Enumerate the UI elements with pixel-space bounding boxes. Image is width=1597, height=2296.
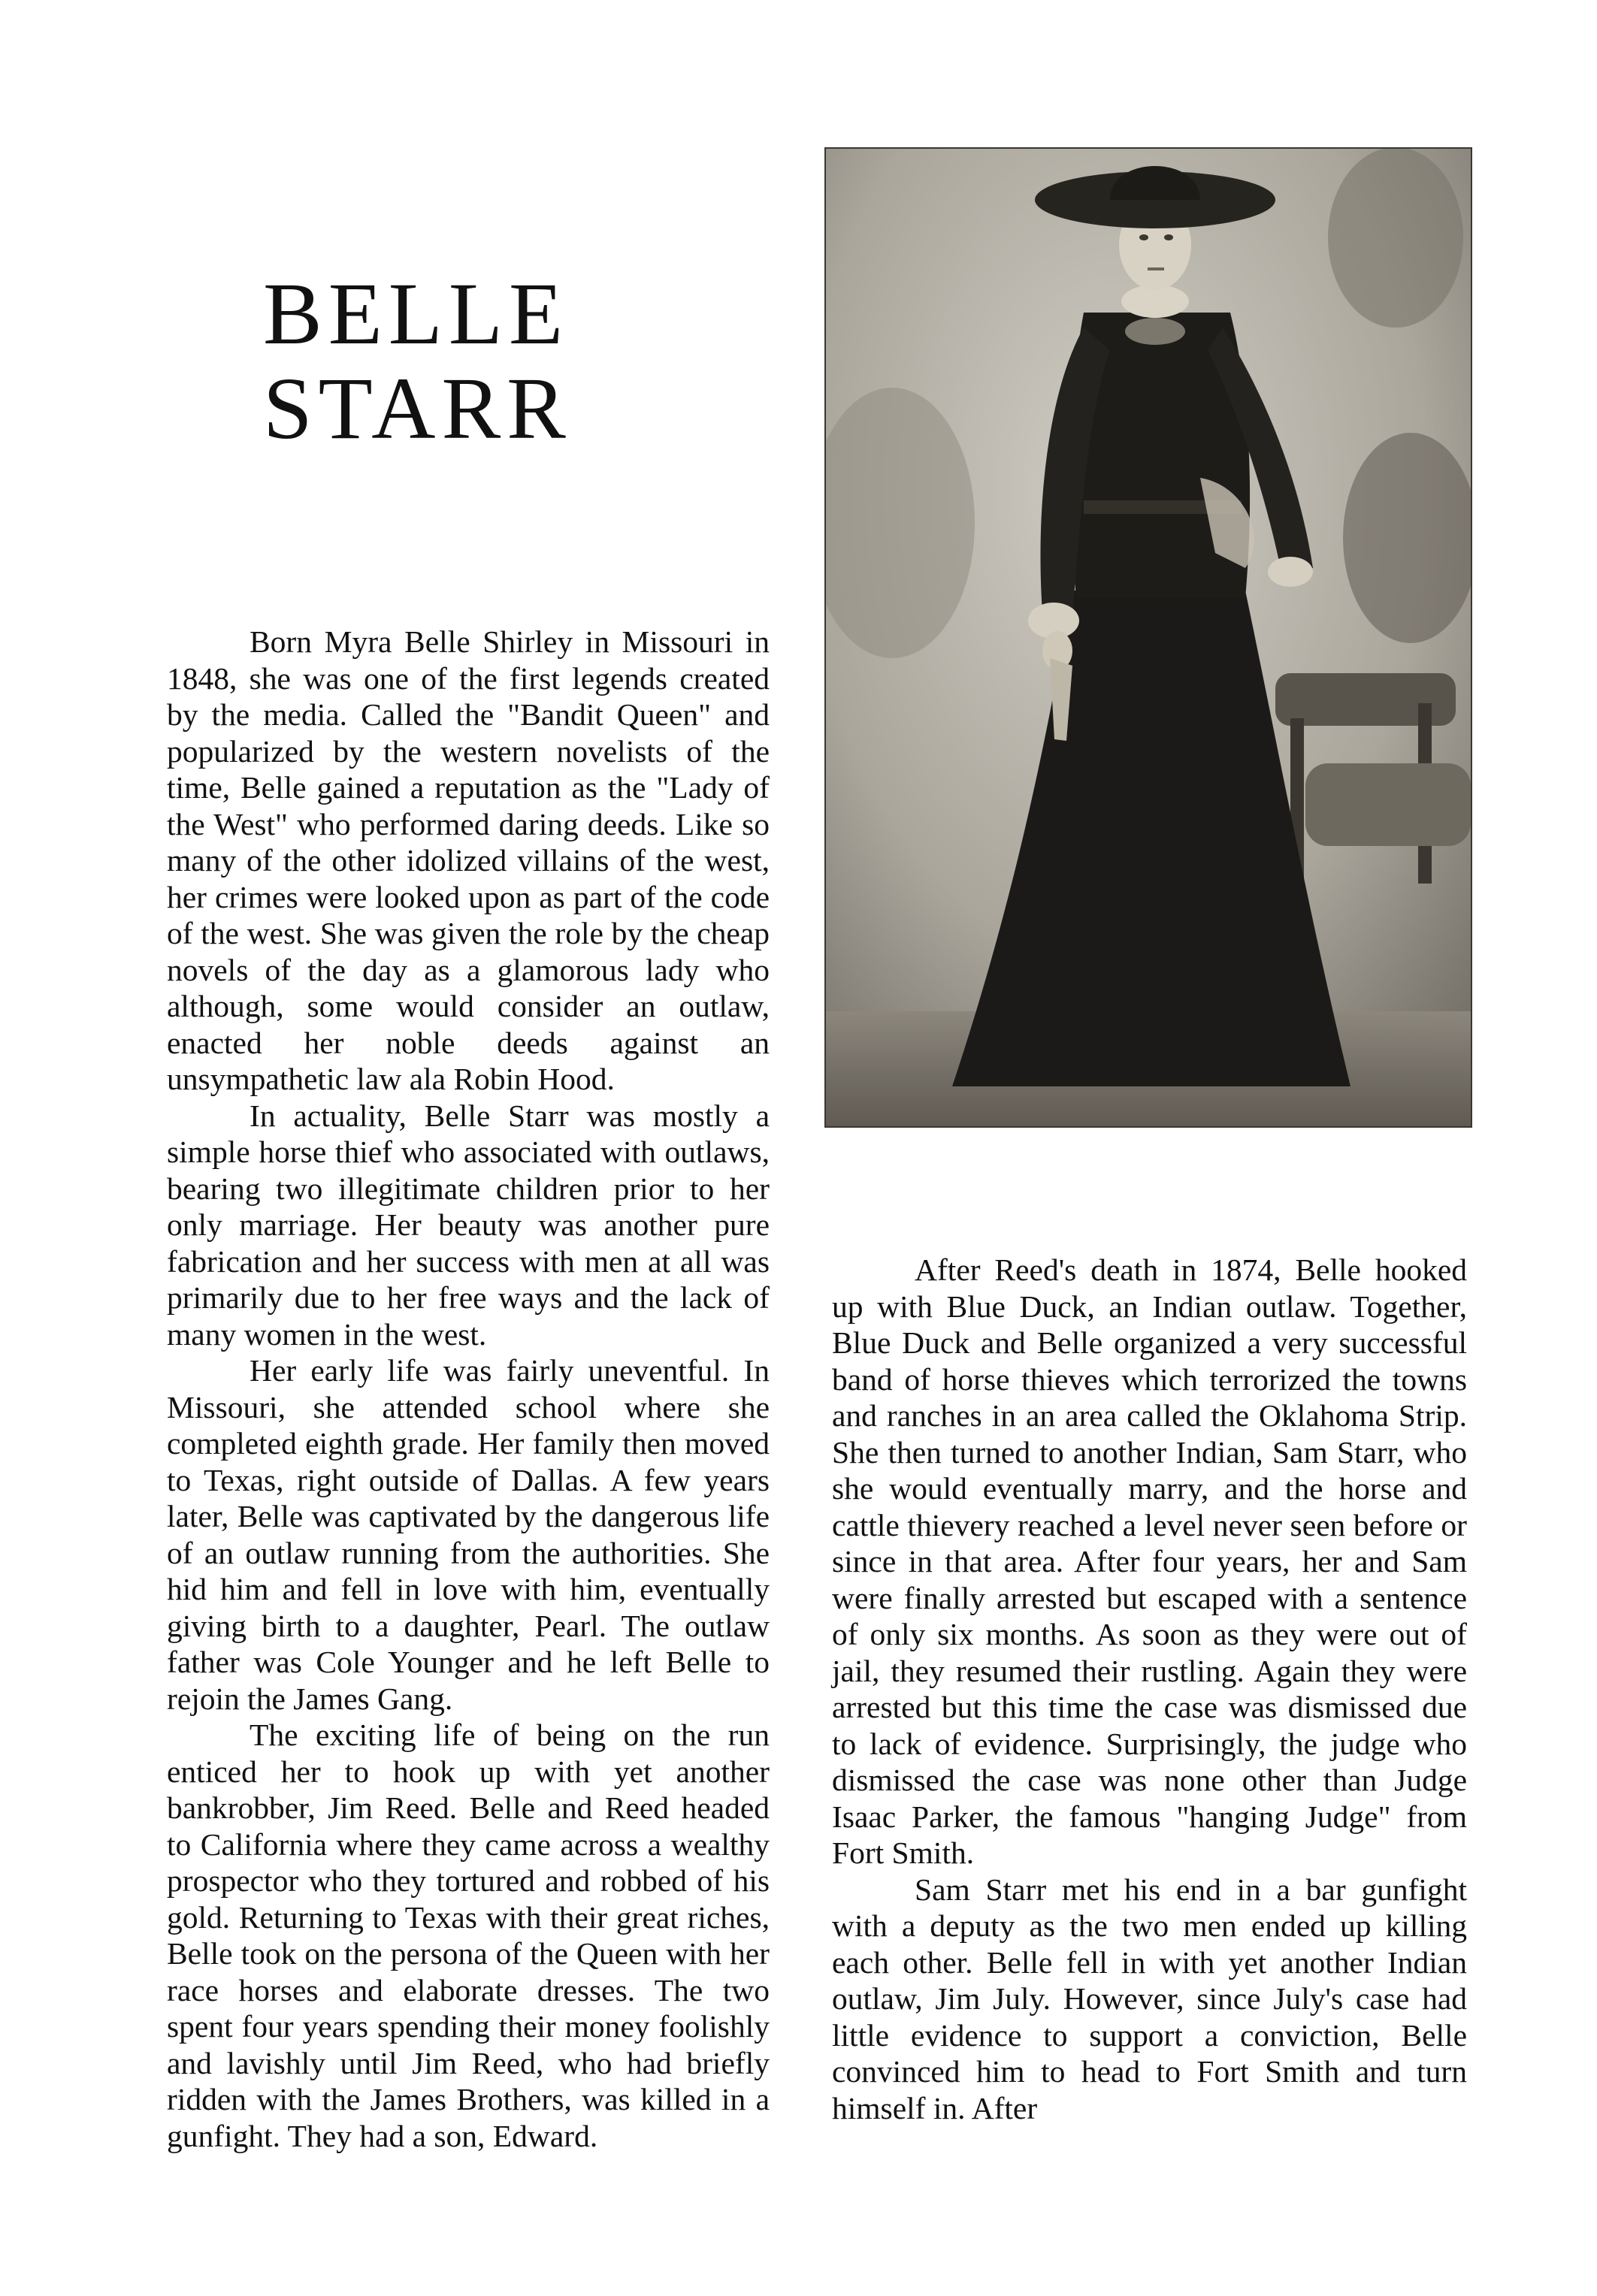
title-line-1: BELLE xyxy=(263,264,570,363)
paragraph: Her early life was fairly uneventful. In Missouri, she attended school where she completed eighth grade. Her family then moved to Texas, right outside of Dallas. A few years later, Belle was captivated by the dangerous life of an outlaw running from the authorities. She hid him and fell in love with him, eventually giving birth to a daughter, Pearl. The outlaw father was Cole Younger and he left Belle to rejoin the James Gang. xyxy=(167,1353,770,1716)
title-line-2: STARR xyxy=(263,359,572,458)
left-column xyxy=(167,624,770,2154)
right-column xyxy=(832,1252,1467,2126)
portrait-illustration xyxy=(824,147,1472,1128)
paragraph: Born Myra Belle Shirley in Missouri in 1848, she was one of the first legends created by the media. Called the "Bandit Queen" and popularized by the western novelists of the time, Belle gained a reputation as the "Lady of the West" who performed daring deeds. Like so many of the other idolized villains of the west, her crimes were looked upon as part of the code of the west. She was given the role by the cheap novels of the day as a glamorous lady who although, some would consider an outlaw, enacted her noble deeds against an unsympathetic law ala Robin Hood. xyxy=(167,624,770,1096)
portrait-photo xyxy=(824,147,1472,1128)
paragraph: The exciting life of being on the run enticed her to hook up with yet another bankrobber, Jim Reed. Belle and Reed headed to California where they came across a wealthy prospector who they tortured and robbed of his gold. Returning to Texas with their great riches, Belle took on the persona of the Queen with her race horses and elaborate dresses. The two spent four years spending their money foolishly and lavishly until Jim Reed, who had briefly ridden with the James Brothers, was killed in a gunfight. They had a son, Edward. xyxy=(167,1717,770,2153)
paragraph: Sam Starr met his end in a bar gunfight with a deputy as the two men ended up killing each other. Belle fell in with yet another Indian outlaw, Jim July. However, since July's case had little evidence to support a conviction, Belle convinced him to head to Fort Smith and turn himself in. After xyxy=(832,1872,1467,2125)
article-title xyxy=(263,264,714,458)
paragraph: After Reed's death in 1874, Belle hooked up with Blue Duck, an Indian outlaw. Together, Blue Duck and Belle organized a very successful band of horse thieves which terrorized the towns and ranches in an area called the Oklahoma Strip. She then turned to another Indian, Sam Starr, who she would eventually marry, and the horse and cattle thievery reached a level never seen before or since in that area. After four years, her and Sam were finally arrested but escaped with a sentence of only six months. As soon as they were out of jail, they resumed their rustling. Again they were arrested but this time the case was dismissed due to lack of evidence. Surprisingly, the judge who dismissed the case was none other than Judge Isaac Parker, the famous "hanging Judge" from Fort Smith. xyxy=(832,1252,1467,1870)
paragraph: In actuality, Belle Starr was mostly a simple horse thief who associated with outlaws, bearing two illegitimate children prior to her only marriage. Her beauty was another pure fabrication and her success with men at all was primarily due to her free ways and the lack of many women in the west. xyxy=(167,1098,770,1352)
